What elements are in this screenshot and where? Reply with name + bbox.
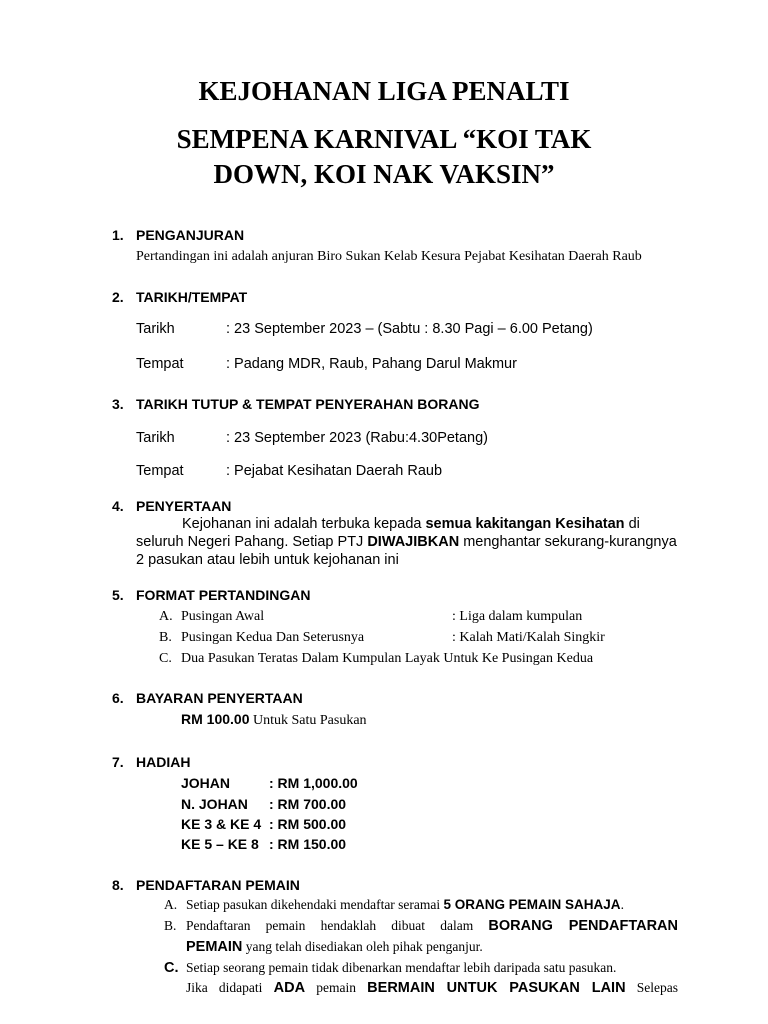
item-letter: B. xyxy=(164,918,177,933)
section-number: 5. xyxy=(112,587,124,603)
registration-item-b xyxy=(164,918,678,934)
item-letter: C. xyxy=(159,651,172,666)
section-5-heading xyxy=(112,587,310,603)
emphasis-text: DIWAJIBKAN xyxy=(367,534,460,550)
tempat-label: Tempat xyxy=(136,356,184,372)
section-number: 6. xyxy=(112,690,124,706)
section-number: 3. xyxy=(112,396,124,412)
section-number: 7. xyxy=(112,754,124,770)
format-item-c xyxy=(159,651,593,667)
text-run: di xyxy=(624,516,640,532)
text-run: menghantar sekurang-kurangnya xyxy=(459,534,677,550)
format-item-b-value: : Kalah Mati/Kalah Singkir xyxy=(452,630,605,645)
section-number: 1. xyxy=(112,227,124,243)
fee-line xyxy=(181,711,367,729)
tempat-label: Tempat xyxy=(136,463,184,479)
section-number: 2. xyxy=(112,289,124,305)
body-line-2 xyxy=(136,534,696,550)
item-text: . xyxy=(620,897,624,912)
prize-name: N. JOHAN xyxy=(181,796,248,812)
prize-name: KE 5 – KE 8 xyxy=(181,836,259,852)
section-3-heading xyxy=(112,396,480,412)
fee-note: Untuk Satu Pasukan xyxy=(249,713,367,728)
section-4-heading xyxy=(112,498,231,514)
document-title: KEJOHANAN LIGA PENALTI xyxy=(198,76,570,106)
section-title: TARIKH/TEMPAT xyxy=(136,289,248,305)
section-3-tempat xyxy=(136,463,442,479)
registration-item-c xyxy=(164,960,616,976)
section-title: BAYARAN PENYERTAAN xyxy=(136,690,303,706)
item-text: Dua Pasukan Teratas Dalam Kumpulan Layak Untuk Ke Pusingan Kedua xyxy=(181,651,594,666)
item-text: Pusingan Kedua Dan Seterusnya xyxy=(181,630,365,645)
body-line-1 xyxy=(136,516,696,532)
section-title: HADIAH xyxy=(136,754,191,770)
item-text: Setiap seorang pemain tidak dibenarkan mendaftar lebih daripada satu pasukan. xyxy=(186,960,617,975)
prize-row xyxy=(181,775,358,791)
tempat-value: : Pejabat Kesihatan Daerah Raub xyxy=(226,463,443,479)
tarikh-label: Tarikh xyxy=(136,430,175,446)
item-letter: B. xyxy=(159,630,172,645)
section-title: PENGANJURAN xyxy=(136,227,245,243)
item-letter: A. xyxy=(164,897,178,912)
section-1-heading xyxy=(112,227,244,243)
subtitle-line-1: SEMPENA KARNIVAL “KOI TAK xyxy=(176,124,592,154)
tarikh-label: Tarikh xyxy=(136,321,175,337)
format-item-b xyxy=(159,630,364,646)
section-3-tarikh xyxy=(136,430,488,446)
emphasis-text: PEMAIN xyxy=(186,939,243,955)
prize-value: : RM 700.00 xyxy=(269,796,347,812)
tarikh-value: : 23 September 2023 – (Sabtu : 8.30 Pagi – 6.00 Petang) xyxy=(226,321,593,337)
section-1-body: Pertandingan ini adalah anjuran Biro Sukan Kelab Kesura Pejabat Kesihatan Daerah Raub xyxy=(136,249,642,264)
tarikh-value: : 23 September 2023 (Rabu:4.30Petang) xyxy=(226,430,488,446)
text-run: Kejohanan ini adalah terbuka kepada xyxy=(182,516,426,532)
section-2-tarikh xyxy=(136,321,593,337)
item-text: Pusingan Awal xyxy=(181,609,265,624)
section-title: FORMAT PERTANDINGAN xyxy=(136,587,311,603)
section-title: TARIKH TUTUP & TEMPAT PENYERAHAN BORANG xyxy=(136,396,480,412)
tempat-value: : Padang MDR, Raub, Pahang Darul Makmur xyxy=(226,356,517,372)
prize-row xyxy=(181,796,346,812)
section-title: PENYERTAAN xyxy=(136,498,232,514)
prize-row xyxy=(181,816,346,832)
item-text: yang telah disediakan oleh pihak penganjur. xyxy=(242,939,483,954)
item-text: Pendaftaran pemain hendaklah dibuat dalam xyxy=(186,918,489,933)
prize-value: : RM 1,000.00 xyxy=(269,775,358,791)
registration-item-b-cont xyxy=(186,939,483,955)
item-text: Jika didapati xyxy=(186,980,274,995)
section-title: PENDAFTARAN PEMAIN xyxy=(136,877,300,893)
item-text: Setiap pasukan dikehendaki mendaftar seramai xyxy=(186,897,444,912)
section-number: 4. xyxy=(112,498,124,514)
emphasis-text: semua kakitangan Kesihatan xyxy=(425,516,625,532)
format-item-a xyxy=(159,609,264,625)
emphasis-text: BERMAIN UNTUK PASUKAN LAIN xyxy=(367,980,626,996)
text-run: seluruh Negeri Pahang. Setiap PTJ xyxy=(136,534,368,550)
section-7-heading xyxy=(112,754,190,770)
body-line-3: 2 pasukan atau lebih untuk kejohanan ini xyxy=(136,552,399,568)
subtitle-line-2: DOWN, KOI NAK VAKSIN” xyxy=(213,159,555,189)
section-2-tempat xyxy=(136,356,517,372)
section-4-body xyxy=(136,516,696,568)
registration-item-a xyxy=(164,897,624,913)
section-number: 8. xyxy=(112,877,124,893)
item-letter: C. xyxy=(164,960,179,976)
item-letter: A. xyxy=(159,609,173,624)
section-8-heading xyxy=(112,877,300,893)
section-6-heading xyxy=(112,690,303,706)
emphasis-text: ADA xyxy=(273,980,306,996)
prize-name: JOHAN xyxy=(181,775,231,791)
prize-value: : RM 500.00 xyxy=(269,816,347,832)
document-subtitle xyxy=(0,122,768,192)
registration-item-c-cont xyxy=(186,980,678,996)
fee-amount: RM 100.00 xyxy=(181,711,250,727)
prize-value: : RM 150.00 xyxy=(269,836,347,852)
prize-row xyxy=(181,836,346,852)
item-text: pemain xyxy=(305,980,368,995)
emphasis-text: 5 ORANG PEMAIN SAHAJA xyxy=(443,897,621,912)
format-item-a-value: : Liga dalam kumpulan xyxy=(452,609,583,624)
item-text: Selepas xyxy=(625,980,678,995)
section-2-heading xyxy=(112,289,247,305)
emphasis-text: BORANG PENDAFTARAN xyxy=(488,918,678,934)
prize-name: KE 3 & KE 4 xyxy=(181,816,262,832)
